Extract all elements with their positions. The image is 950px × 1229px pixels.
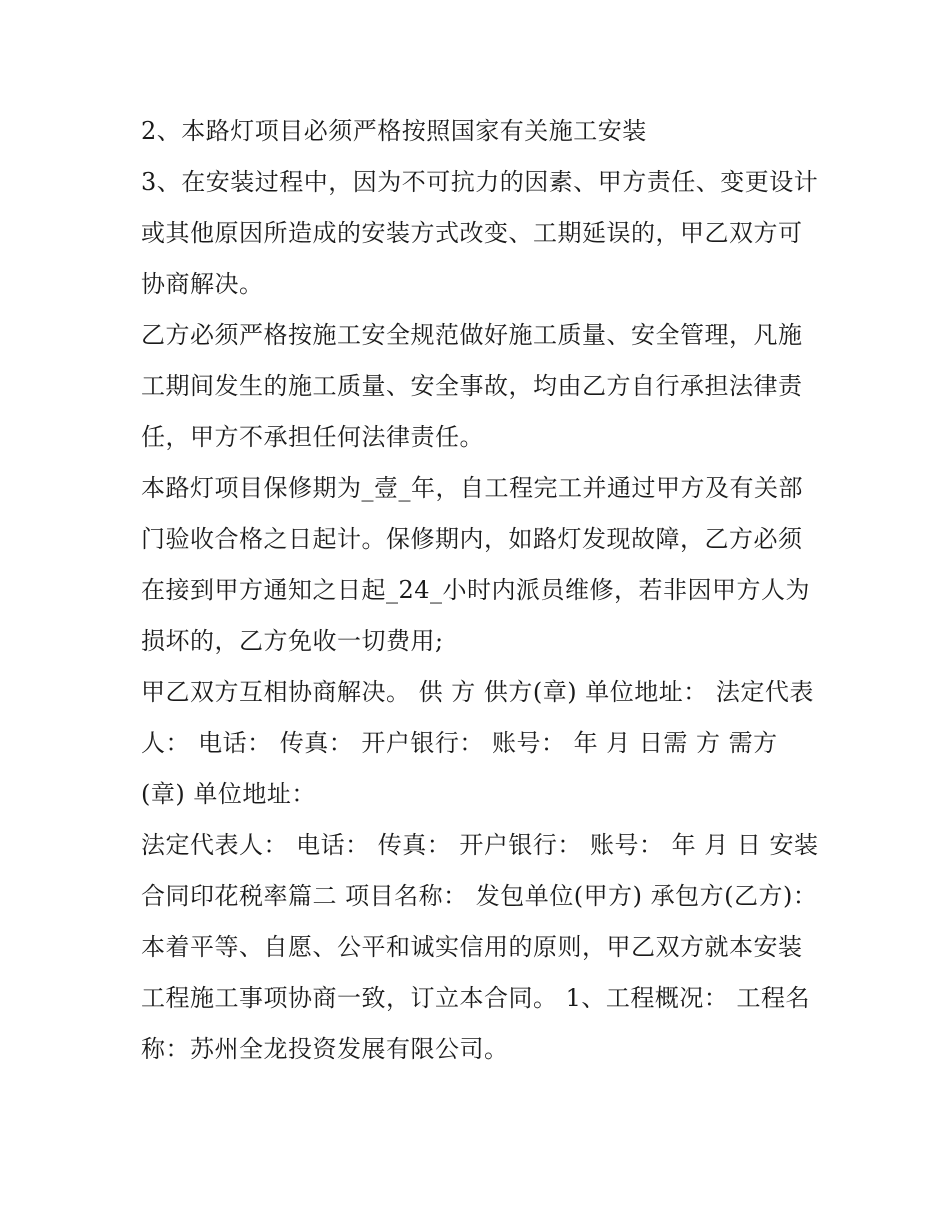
paragraph-installation-standard: 2、本路灯项目必须严格按照国家有关施工安装 bbox=[141, 117, 647, 145]
document-body bbox=[141, 106, 821, 1075]
paragraph-buyer-signature: 法定代表人： 电话： 传真： 开户银行： 账号： 年 月 日 安装合同印花税率篇二 项目名称： 发包单位(甲方) 承包方(乙方)： bbox=[141, 831, 819, 910]
paragraph-supplier-signature: 甲乙双方互相协商解决。 供 方 供方(章) 单位地址： 法定代表人： 电话： 传真： 开户银行： 账号： 年 月 日需 方 需方(章) 单位地址： bbox=[141, 678, 814, 808]
paragraph-contract-principles: 本着平等、自愿、公平和诚实信用的原则，甲乙双方就本安装工程施工事项协商一致，订立本合同。 1、工程概况： 工程名称：苏州全龙投资发展有限公司。 bbox=[141, 933, 811, 1063]
paragraph-force-majeure: 3、在安装过程中，因为不可抗力的因素、甲方责任、变更设计或其他原因所造成的安装方式改变、工期延误的，甲乙双方可协商解决。 bbox=[141, 168, 819, 298]
paragraph-safety-responsibility: 乙方必须严格按施工安全规范做好施工质量、安全管理，凡施工期间发生的施工质量、安全事故，均由乙方自行承担法律责任，甲方不承担任何法律责任。 bbox=[141, 321, 803, 451]
paragraph-warranty: 本路灯项目保修期为_壹_年，自工程完工并通过甲方及有关部门验收合格之日起计。保修期内，如路灯发现故障，乙方必须在接到甲方通知之日起_24_小时内派员维修，若非因甲方人为损坏的，乙方免收一切费用; bbox=[141, 474, 811, 655]
